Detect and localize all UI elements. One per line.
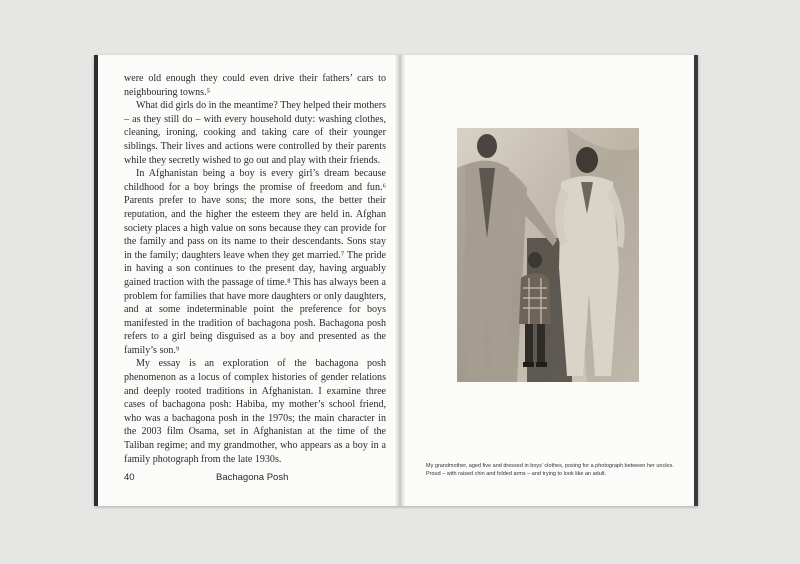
left-page-body bbox=[124, 72, 386, 466]
book-gutter bbox=[395, 55, 405, 506]
paragraph: were old enough they could even drive their fathers’ cars to neighbouring towns.⁵ bbox=[124, 73, 386, 98]
left-page-edge bbox=[94, 55, 98, 506]
photo-caption: My grandmother, aged five and dressed in boys’ clothes, posing for a photograph between her uncles. Proud – with raised chin and folded arms – and trying to look like an adult. bbox=[426, 463, 674, 478]
page-number: 40 bbox=[124, 472, 135, 483]
paragraph: In Afghanistan being a boy is every girl’s dream because childhood for a boy brings the promise of freedom and fun.⁶ Parents prefer to have sons; the more sons, the better their reputation, and the higher the esteem they are held in. Afghan society places a high value on sons because they can provide for the family and pass on its name to their descendants. Sons stay in the family; daughters leave when they get married.⁷ The pride in having a son continues to the present day, having arguably gained traction with the passage of time.⁸ This has always been a problem for families that have more daughters or only daughters, and at some indeterminable point the preference for boys manifested in the tradition of bachagona posh. Bachagona posh refers to a girl being disguised as a boy and presented as the family’s son.⁹ bbox=[124, 168, 386, 356]
paragraph: What did girls do in the meantime? They helped their mothers – as they still do – with every household duty: washing clothes, cleaning, ironing, cooking and taking care of their younger siblings. Their lives and actions were controlled by their parents while they secretly wished to go out and play with their friends. bbox=[124, 100, 386, 166]
running-title: Bachagona Posh bbox=[216, 472, 289, 483]
family-photograph bbox=[457, 128, 639, 382]
paragraph: My essay is an exploration of the bachagona posh phenomenon as a locus of complex histories of gender relations and deeply rooted traditions in Afghanistan. I examine three cases of bachagona posh: Habiba, my mother’s school friend, who was a bachagona posh in the 1970s; the main character in the 2003 film Osama, set in Afghanistan at the time of the Taliban regime; and my grandmother, who appears as a boy in a family photograph from the late 1930s. bbox=[124, 358, 386, 465]
right-page-edge bbox=[694, 55, 698, 506]
